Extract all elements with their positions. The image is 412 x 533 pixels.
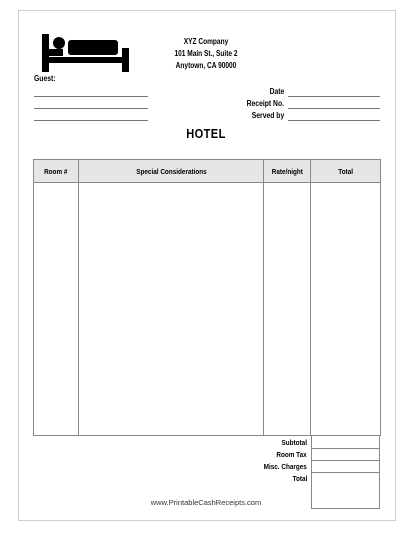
date-label: Date [269,87,284,96]
receipt-number-field[interactable] [288,108,380,109]
subtotal-field[interactable] [311,436,380,449]
rate-cell[interactable] [264,183,311,436]
column-header-room: Room # [34,160,79,183]
served-by-label: Served by [251,111,284,120]
company-address-line2: Anytown, CA 90000 [175,61,237,70]
total-cell[interactable] [311,183,381,436]
column-header-rate: Rate/night [264,160,311,183]
column-header-total: Total [311,160,381,183]
room-cell[interactable] [34,183,79,436]
table-header-row [34,160,381,183]
items-table [33,159,381,436]
grand-total-label: Total [292,474,307,483]
misc-charges-field[interactable] [311,461,380,473]
date-field[interactable] [288,96,380,97]
served-by-field[interactable] [288,120,380,121]
page-title: HOTEL [186,126,226,141]
special-considerations-cell[interactable] [79,183,264,436]
room-tax-field[interactable] [311,449,380,461]
footer-url[interactable]: www.PrintableCashReceipts.com [150,498,262,507]
guest-line-3[interactable] [34,120,148,121]
table-row [34,183,381,436]
receipt-number-label: Receipt No. [246,99,284,108]
company-address-line1: 101 Main St., Suite 2 [174,49,238,58]
company-info [37,36,375,72]
misc-charges-label: Misc. Charges [263,462,307,471]
guest-line-2[interactable] [34,108,148,109]
company-name: XYZ Company [183,37,229,46]
subtotal-label: Subtotal [281,438,307,447]
guest-line-1[interactable] [34,96,148,97]
column-header-special-considerations: Special Considerations [79,160,264,183]
room-tax-label: Room Tax [276,450,307,459]
guest-label: Guest: [34,74,56,83]
